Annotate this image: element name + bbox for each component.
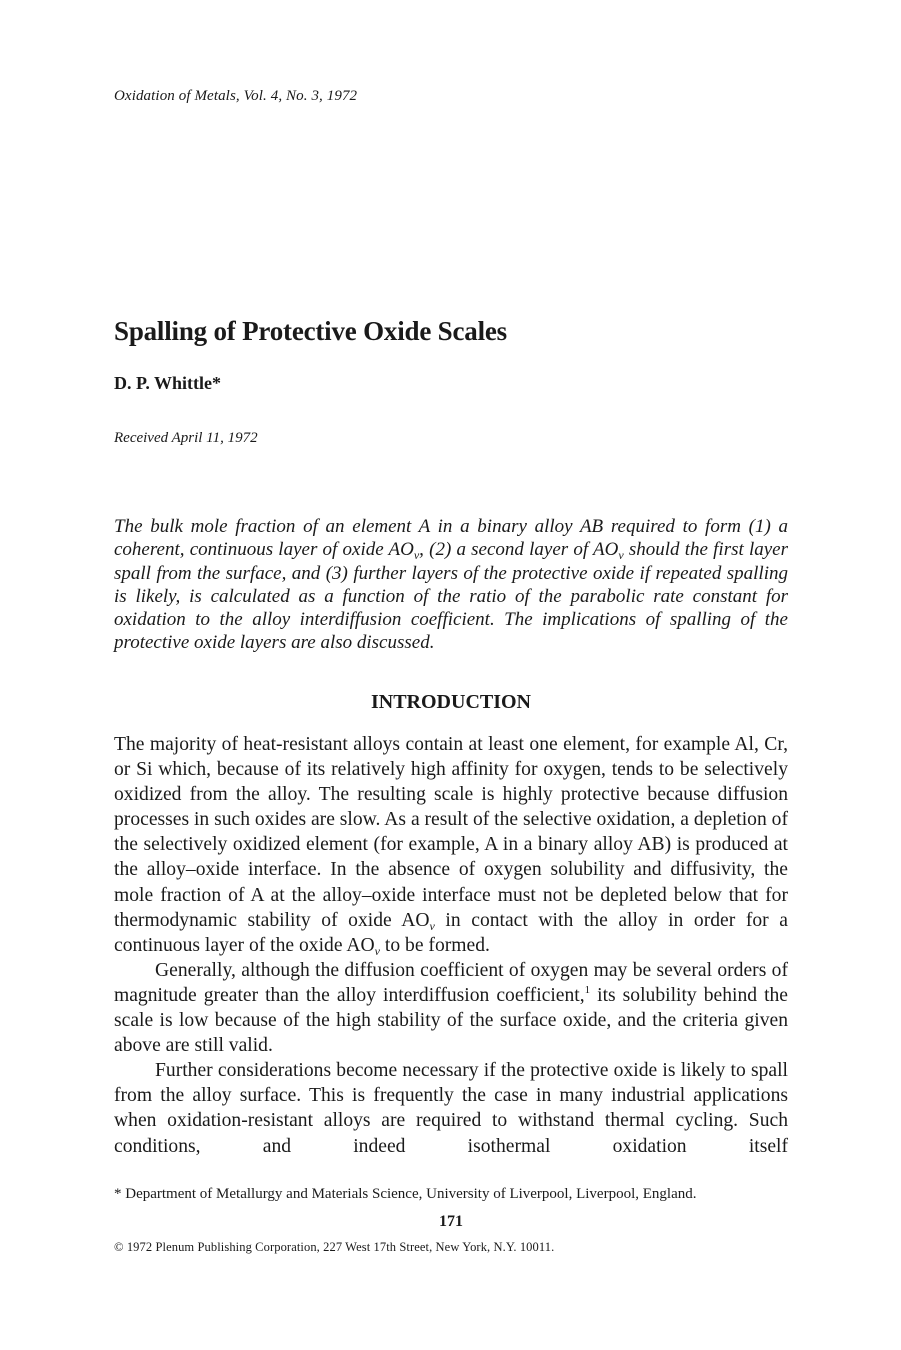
subscript: v xyxy=(374,943,380,958)
page-number: 171 xyxy=(439,1213,463,1230)
paragraph-text: The majority of heat-resistant alloys contain at least one element, for example Al, Cr, or Si which, because of its relatively high affinity for oxygen, tends to be selectively oxidized from the alloy. The resulting scale is highly protective because diffusion processes in such oxides are slow. As a result of the selective oxidation, a depletion of the selectively oxidized element (for example, A in a binary alloy AB) is produced at the alloy–oxide interface. In the absence of oxygen solubility and diffusivity, the mole fraction of A at the alloy–oxide interface must not be depleted below that for thermodynamic stability of oxide AO xyxy=(114,734,788,931)
abstract-text: , (2) a second layer of AO xyxy=(419,539,619,561)
subscript: v xyxy=(618,548,624,563)
paragraph-text: in contact with the alloy in order for a continuous layer of the oxide AO xyxy=(114,909,788,956)
copyright-notice: © 1972 Plenum Publishing Corporation, 227 West 17th Street, New York, N.Y. 10011. xyxy=(114,1240,555,1254)
abstract-text: should the first layer spall from the surface, and (3) further layers of the protective oxide if repeated spalling is likely, is calculated as a function of the ratio of the parabolic rate constant for oxidation to the alloy interdiffusion coefficient. The implications of spalling of the protective oxide layers are also discussed. xyxy=(114,539,788,654)
abstract-text: The bulk mole fraction of an element A in a binary alloy AB required to form (1) a coherent, continuous layer of oxide AO xyxy=(114,516,788,561)
section-heading-introduction: INTRODUCTION xyxy=(370,691,532,713)
introduction-body xyxy=(114,732,788,1159)
subscript: v xyxy=(413,548,420,563)
paragraph-text: Generally, although the diffusion coefficient of oxygen may be several orders of magnitude greater than the alloy interdiffusion coefficient, xyxy=(114,959,788,1006)
paragraph-text: to be formed. xyxy=(379,934,490,956)
subscript: v xyxy=(429,918,435,933)
journal-citation: Oxidation of Metals, Vol. 4, No. 3, 1972 xyxy=(114,88,358,104)
abstract xyxy=(114,515,788,655)
paragraph-text: its solubility behind the scale is low because of the high stability of the surface oxide, and the criteria given above are still valid. xyxy=(114,984,789,1057)
received-date: Received April 11, 1972 xyxy=(114,430,258,446)
footnote-ref: 1 xyxy=(584,983,591,996)
author-affiliation-footnote: * Department of Metallurgy and Materials Science, University of Liverpool, Liverpool, England. xyxy=(114,1186,697,1202)
paragraph-1 xyxy=(114,732,788,958)
paragraph-3: Further considerations become necessary if the protective oxide is likely to spall from the alloy surface. This is frequently the case in many industrial applications when oxidation-resistant alloys are required to withstand thermal cycling. Such conditions, and indeed isothermal oxidation itself xyxy=(114,1060,788,1157)
author-name: D. P. Whittle* xyxy=(114,373,222,393)
paragraph-2 xyxy=(114,958,788,1058)
article-title: Spalling of Protective Oxide Scales xyxy=(114,316,507,346)
